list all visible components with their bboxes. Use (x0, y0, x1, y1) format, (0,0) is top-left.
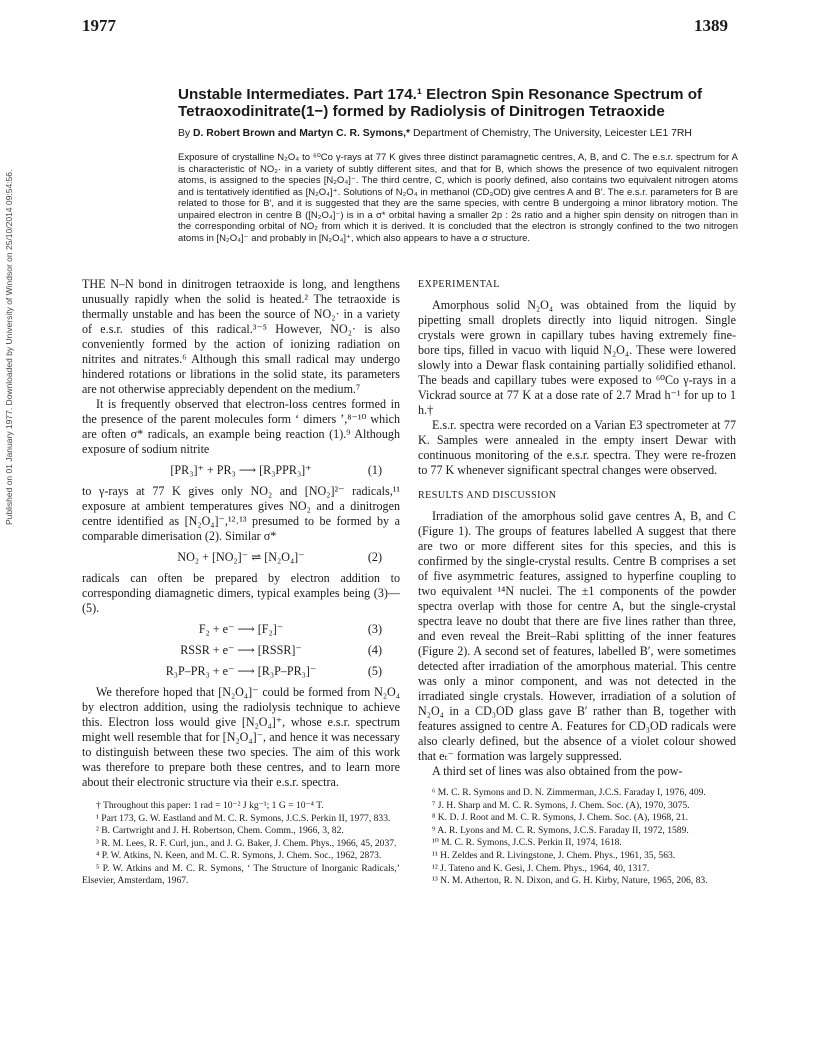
download-notice[interactable]: Published on 01 January 1977. Downloaded by University of Windsor on 25/10/2014 09:54:56. (4, 169, 14, 525)
footnote: ⁷ J. H. Sharp and M. C. R. Symons, J. Chem. Soc. (A), 1970, 3075. (432, 799, 690, 811)
paragraph: THE N–N bond in dinitrogen tetraoxide is long, and lengthens unusually rapidly when the solid is heated.² The tetraoxide is thermally unstable and has been the source of NO₂· in a variety of e.s.r. studies of this radical.³⁻⁵ However, NO₂· is also conveniently formed by the action of ionizing radiation on nitrites and nitrates.⁶ Although this small radical may undergo hindered rotations or librations in the solid state, its parameters are not otherwise appreciably dependent on the medium.⁷ (82, 277, 400, 396)
left-column (82, 277, 400, 887)
download-sidebar (2, 169, 16, 800)
footnote: ¹³ N. M. Atherton, R. N. Dixon, and G. H. Kirby, Nature, 1965, 206, 83. (432, 875, 708, 887)
paragraph: We therefore hoped that [N₂O₄]⁻ could be formed from N₂O₄ by electron addition, using the radiolysis technique to achieve this. Electron loss would give [N₂O₄]⁺, whose e.s.r. spectrum might well resemble that for [N₂O₄]⁻, and hence it was necessary to distinguish between these two species. The aim of this work was therefore to prepare both these centres, and to learn more about their electronic structure via their e.s.r. spectra. (82, 685, 400, 789)
paragraph: A third set of lines was also obtained from the pow- (432, 764, 683, 778)
paragraph: to γ-rays at 77 K gives only NO₂ and [NO₂]²⁻ radicals,¹¹ exposure at ambient temperatures gives NO₂ and a dinitrogen centre identified as [N₂O₄]⁻,¹²˒¹³ presumed to be formed by a comparable dimerisation (2). Similar σ* (82, 484, 400, 543)
affiliation: Department of Chemistry, The University, Leicester LE1 7RH (410, 128, 692, 139)
footnote: ³ R. M. Lees, R. F. Curl, jun., and J. G. Baker, J. Chem. Phys., 1966, 45, 2037. (96, 837, 397, 849)
equation-number: (1) (367, 463, 382, 477)
equation-number: (4) (367, 643, 382, 657)
footnote: ¹ Part 173, G. W. Eastland and M. C. R. Symons, J.C.S. Perkin II, 1977, 833. (96, 812, 391, 824)
equation-1: [PR₃]⁺ + PR₃ ⟶ [R₃PPR₃]⁺ (1) (170, 463, 382, 477)
journal-year: 1977 (82, 16, 116, 35)
right-column (418, 277, 736, 888)
equation-2: NO₂ + [NO₂]⁻ ⇌ [N₂O₄]⁻ (2) (177, 550, 382, 564)
equation-4: RSSR + e⁻ ⟶ [RSSR]⁻ (4) (180, 643, 382, 657)
paragraph: E.s.r. spectra were recorded on a Varian E3 spectrometer at 77 K. Samples were annealed in the empty insert Dewar with continuous monitoring of the e.s.r. spectra. They were re-frozen to 77 K whenever significant spectral changes were observed. (418, 418, 736, 477)
paragraph: Amorphous solid N₂O₄ was obtained from the liquid by pipetting small droplets directly into liquid nitrogen. Single crystals were grown in capillary tubes having extremely fine-bore tips, filled in vacuo with liquid N₂O₄. These were lowered slowly into a Dewar flask containing partially solidified ethanol. The beads and capillary tubes were exposed to ⁶⁰Co γ-rays in a Vickrad source at 77 K at a dose rate of 2.7 Mrad h⁻¹ for up to 1 h.† (418, 298, 736, 417)
author-line (178, 128, 743, 139)
footnote: ¹² J. Tateno and K. Gesi, J. Chem. Phys., 1964, 40, 1317. (432, 862, 650, 874)
section-heading: RESULTS AND DISCUSSION (418, 490, 557, 501)
article-title: Unstable Intermediates. Part 174.¹ Electron Spin Resonance Spectrum of Tetraoxodinitrate(1−) formed by Radiolysis of Dinitrogen Tetraoxide (178, 86, 703, 120)
footnotes (418, 787, 736, 887)
footnote: † Throughout this paper: 1 rad = 10⁻² J kg⁻¹; 1 G = 10⁻⁴ T. (96, 800, 324, 811)
footnote: ⁶ M. C. R. Symons and D. N. Zimmerman, J.C.S. Faraday I, 1976, 409. (432, 787, 706, 798)
footnote: ¹⁰ M. C. R. Symons, J.C.S. Perkin II, 1974, 1618. (432, 837, 622, 849)
paragraph: It is frequently observed that electron-loss centres formed in the presence of the parent molecules form ‘ dimers ’,⁸⁻¹⁰ which are often σ* radicals, an example being reaction (1).⁹ Although exposure of sodium nitrite (82, 397, 400, 456)
section-heading: EXPERIMENTAL (418, 279, 500, 290)
equation-number: (2) (367, 550, 382, 564)
paragraph: Irradiation of the amorphous solid gave centres A, B, and C (Figure 1). The groups of features labelled A suggest that there are two or more different sites for this species, and this is confirmed by the single-crystal results. Centre B comprises a set of five asymmetric features, assigned to hyperfine coupling to two equivalent ¹⁴N nuclei. The ±1 components of the powder spectra overlap with those for centre A, but the single-crystal spectra leave no doubt that there are five lines rather than three, and even reveal the Breit–Rabi splitting of the inner features (Figure 2). A second set of features, labelled B′, were sometimes detected after irradiation of the amorphous material. This centre was only a minor component, and was not detected in the irradiated single crystals. However, irradiation of a solution of N₂O₄ in a CD₃OD glass gave B′ rather than B, together with features assigned to centre A. Features for CD₃OD radicals were also clearly defined, but the absence of a violet colour showed that eₜ⁻ formation was largely suppressed. (418, 509, 736, 763)
page-number: 1389 (694, 16, 728, 35)
abstract-text: Exposure of crystalline N₂O₄ to ⁶⁰Co γ-rays at 77 K gives three distinct paramagnetic centres, A, B, and C. The e.s.r. spectrum for A is characteristic of NO₂· in a variety of subtly different sites, and that for B, which shows the presence of two equivalent nitrogen atoms, is assigned to the species [N₂O₄]⁻. The third centre, C, which is poorly defined, also contains two equivalent nitrogen atoms and is tentatively identified as [N₂O₄]⁺. Solutions of N₂O₄ in methanol (CD₃OD) give centres A and B′. The e.s.r. parameters for B are related to those for B′, and it is suggested that they are the same species, with centre B undergoing a minor libratory motion. The unpaired electron in centre B ([N₂O₄]⁻) is in a σ* orbital having a smaller 2p : 2s ratio and a higher spin density on nitrogen than in the corresponding orbital of NO₂ from which it is derived. It is concluded that the electron is strongly confined to the two nitrogen atoms in [N₂O₄]⁻ and probably in [N₂O₄]⁺, which also appears to have a σ structure. (178, 152, 738, 244)
equation-number: (5) (367, 664, 382, 678)
equation-5: R₃P–PR₃ + e⁻ ⟶ [R₃P–PR₃]⁻ (5) (165, 664, 382, 678)
authors: D. Robert Brown and Martyn C. R. Symons,* (193, 128, 411, 139)
footnote: ⁴ P. W. Atkins, N. Keen, and M. C. R. Symons, J. Chem. Soc., 1962, 2873. (96, 850, 382, 862)
footnote: ⁹ A. R. Lyons and M. C. R. Symons, J.C.S. Faraday II, 1972, 1589. (432, 824, 689, 836)
footnote: ² B. Cartwright and J. H. Robertson, Chem. Comm., 1966, 3, 82. (96, 825, 344, 837)
paragraph: radicals can often be prepared by electron addition to corresponding diamagnetic dimers, typical examples being (3)—(5). (82, 571, 400, 615)
footnote: ⁸ K. D. J. Root and M. C. R. Symons, J. Chem. Soc. (A), 1968, 21. (432, 812, 688, 824)
equation-3: F₂ + e⁻ ⟶ [F₂]⁻ (3) (198, 622, 382, 636)
authors-prefix: By (178, 128, 194, 139)
footnotes (82, 800, 400, 886)
footnote: ¹¹ H. Zeldes and R. Livingstone, J. Chem. Phys., 1961, 35, 563. (432, 849, 676, 861)
equation-number: (3) (367, 622, 382, 636)
abstract (178, 152, 738, 244)
footnote: ⁵ P. W. Atkins and M. C. R. Symons, ‘ The Structure of Inorganic Radicals,’ Elsevier, Amsterdam, 1967. (82, 862, 400, 886)
